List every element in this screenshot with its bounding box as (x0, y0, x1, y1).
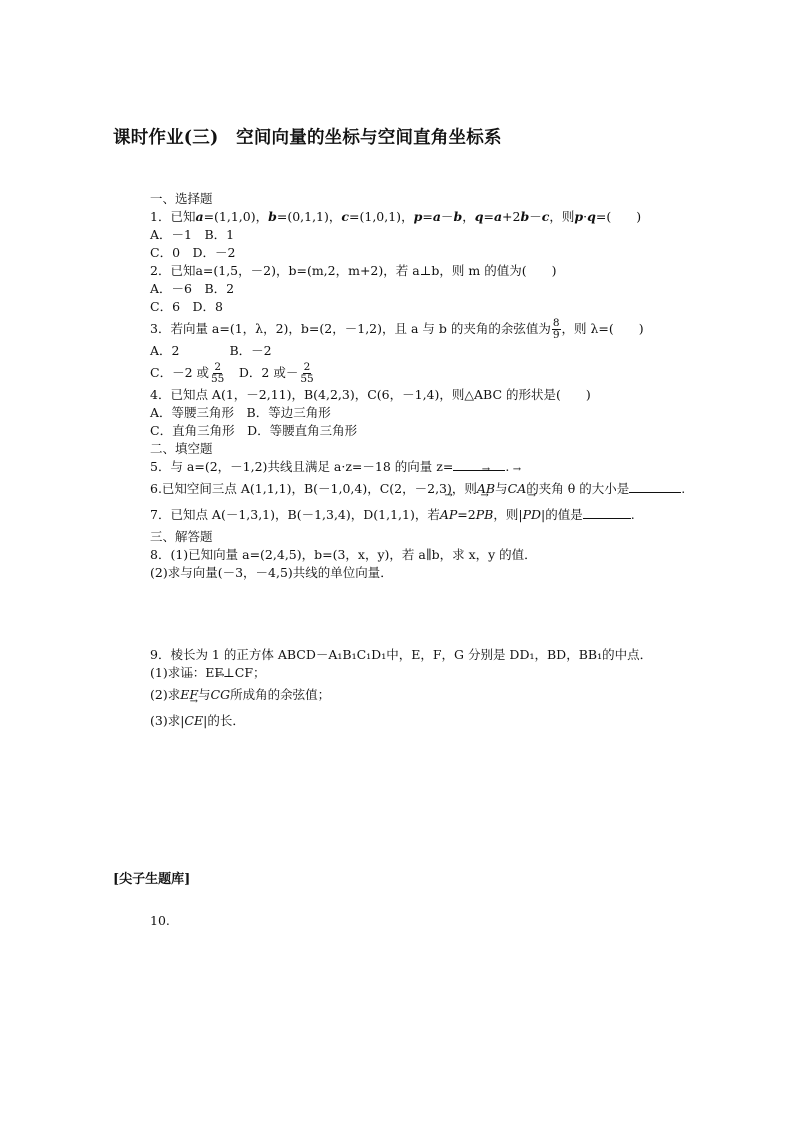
question-3-options-cd: C．－2 或 $\frac{2}{55}$ D．2 或－ $\frac{2}{55}$ (150, 361, 314, 385)
vector-ce: → CE (184, 708, 203, 734)
page-title: 课时作业(三) 空间向量的坐标与空间直角坐标系 (113, 128, 502, 148)
question-9-part-1: (1)求证：EF⊥CF； (150, 665, 266, 680)
question-4-options-cd: C．直角三角形 D．等腰直角三角形 (150, 423, 358, 438)
question-6-stem: 6.已知空间三点 A(1,1,1)，B(－1,0,4)，C(2，－2,3)，则→ AB与→ CA的夹角 θ 的大小是 . (150, 476, 710, 502)
section-fill: 二、填空题 (150, 441, 213, 456)
section-answer: 三、解答题 (150, 529, 213, 544)
question-7-stem: 7．已知点 A(－1,3,1)，B(－1,3,4)，D(1,1,1)，若→ AP=2→ PB，则|→ PD|的值是 . (150, 502, 710, 528)
question-2-stem: 2．已知a=(1,5，－2)，b=(m,2，m+2)，若 a⊥b，则 m 的值为( ) (150, 263, 557, 278)
question-1-options-ab: A．－1 B．1 (150, 227, 235, 242)
section-choice: 一、选择题 (150, 191, 213, 206)
vector-ab: → AB (477, 476, 495, 502)
vector-pd: → PD (523, 502, 541, 528)
fraction-2-55-c: $\frac{2}{55}$ (211, 361, 225, 385)
fraction-2-55-d: $\frac{2}{55}$ (300, 361, 314, 385)
vector-pb: → PB (476, 502, 494, 528)
question-8-part-2: (2)求与向量(－3，－4,5)共线的单位向量． (150, 565, 393, 580)
question-8-part-1: 8．(1)已知向量 a=(2,4,5)，b=(3，x，y)，若 a∥b，求 x，y 的值． (150, 547, 537, 562)
question-9-part-2: (2)求→ EF与→ CG所成角的余弦值； (150, 682, 710, 708)
answer-blank[interactable] (583, 506, 631, 519)
question-2-options-cd: C．6 D．8 (150, 299, 223, 314)
section-library-heading: [尖子生题库] (113, 872, 191, 887)
question-10-number: 10. (150, 913, 170, 928)
question-1-options-cd: C．0 D．－2 (150, 245, 236, 260)
question-5-stem: 5．与 a=(2，－1,2)共线且满足 a·z=－18 的向量 z= . (150, 459, 510, 474)
vector-ca: → CA (508, 476, 527, 502)
question-3-options-ab: A．2 B．－2 (150, 343, 272, 358)
question-4-options-ab: A．等腰三角形 B．等边三角形 (150, 405, 331, 420)
question-4-stem: 4．已知点 A(1，－2,11)，B(4,2,3)，C(6，－1,4)，则△ABC 的形状是( ) (150, 387, 591, 402)
question-9-part-3: (3)求|→ CE|的长． (150, 708, 710, 734)
fraction-8-9: $\frac{8}{9}$ (552, 317, 560, 341)
vector-ef: → EF (180, 682, 198, 708)
vector-ap: → AP (440, 502, 457, 528)
answer-blank[interactable] (629, 480, 681, 493)
questions-body (150, 190, 710, 734)
work-space (150, 582, 710, 646)
question-1-stem: 1．已知a=(1,1,0)，b=(0,1,1)，c=(1,0,1)，p=a－b，q=a+2b－c，则p·q=( ) (150, 209, 642, 224)
question-3-stem: 3．若向量 a=(1，λ，2)，b=(2，－1,2)，且 a 与 b 的夹角的余弦值为 $\frac{8}{9}$ ，则 λ=( ) (150, 317, 644, 341)
vector-cg: → CG (211, 682, 231, 708)
question-2-options-ab: A．－6 B．2 (150, 281, 235, 296)
question-9-stem: 9．棱长为 1 的正方体 ABCD－A₁B₁C₁D₁中，E，F，G 分别是 DD₁，BD，BB₁的中点． (150, 647, 653, 662)
